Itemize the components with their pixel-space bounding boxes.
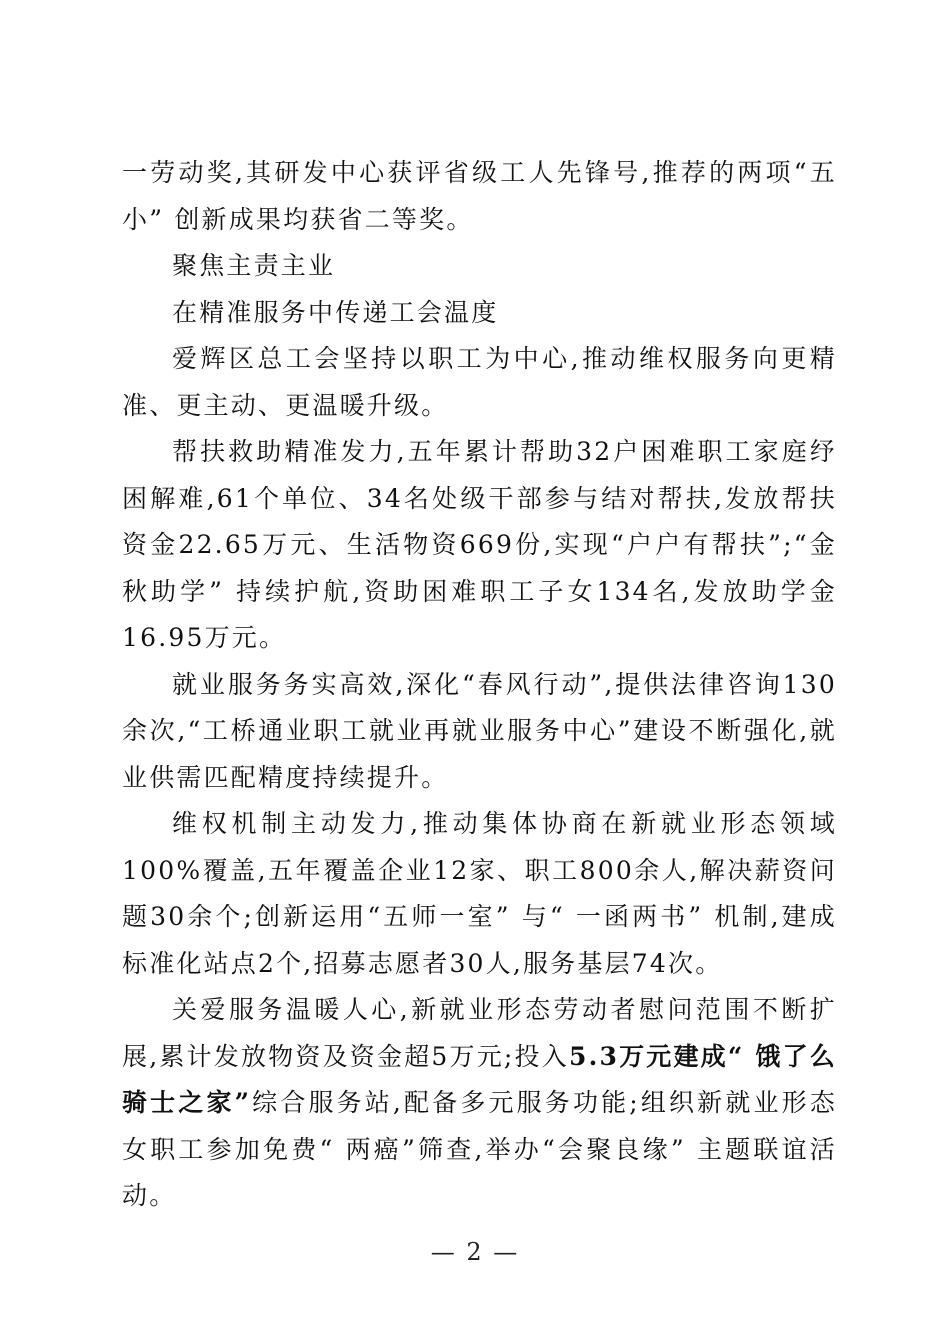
- paragraph-assistance: 帮扶救助精准发力,五年累计帮助32户困难职工家庭纾困解难,61个单位、34名处级干部参与结对帮扶,发放帮扶资金22.65万元、生活物资669份,实现“户户有帮扶”;“金秋助学” 持续护航,资助困难职工子女134名,发放助学金16.95万元。: [122, 437, 837, 652]
- paragraph-rights: 维权机制主动发力,推动集体协商在新就业形态领域100%覆盖,五年覆盖企业12家、职工800余人,解决薪资问题30余个;创新运用“五师一室” 与“ 一函两书” 机制,建成标准化站点2个,招募志愿者30人,服务基层74次。: [122, 809, 837, 978]
- paragraph-intro: 爱辉区总工会坚持以职工为中心,推动维权服务向更精准、更主动、更温暖升级。: [122, 344, 837, 420]
- page-number: — 2 —: [430, 1238, 520, 1266]
- paragraph-employment: 就业服务务实高效,深化“春风行动”,提供法律咨询130余次,“工桥通业职工就业再就业服务中心”建设不断强化,就业供需匹配精度持续提升。: [122, 669, 837, 792]
- section-subheading: 在精准服务中传递工会温度: [172, 297, 499, 327]
- care-text-start: 关爱服务温暖人心,新就业形态劳动者慰问范围不断扩展,累计发放物资及资金超5万元;投入: [122, 995, 837, 1071]
- paragraph-continued: 一劳动奖,其研发中心获评省级工人先锋号,推荐的两项“五小” 创新成果均获省二等奖。: [122, 158, 837, 234]
- document-body: [122, 150, 837, 1220]
- care-text-bold: 5.3万元建成“ 饿了么骑士之家”: [122, 1041, 837, 1117]
- care-text-end: 综合服务站,配备多元服务功能;组织新就业形态女职工参加免费“ 两癌”筛查,举办“会聚良缘” 主题联谊活动。: [122, 1088, 837, 1210]
- paragraph-care: [122, 987, 837, 1220]
- section-heading: 聚焦主责主业: [172, 251, 336, 280]
